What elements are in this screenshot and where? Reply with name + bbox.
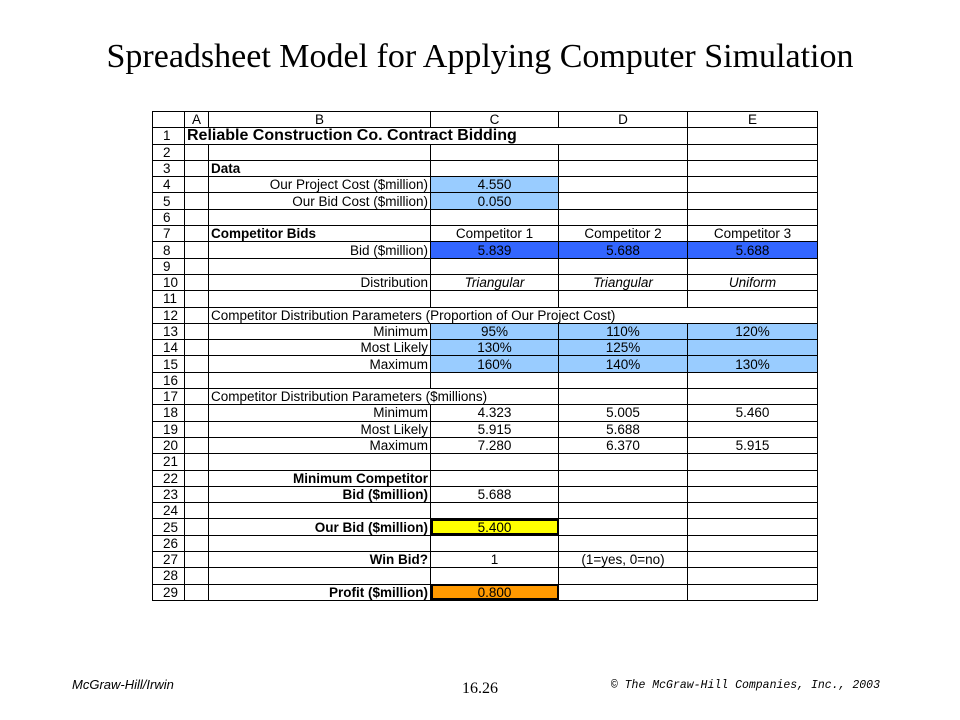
competitor-3-min[interactable]: 5.460 (688, 405, 818, 421)
competitor-1-min-pct[interactable]: 95% (431, 323, 559, 339)
competitor-3-distribution[interactable]: Uniform (688, 274, 818, 290)
cell-a29[interactable] (185, 584, 209, 600)
sheet-row-17 (153, 389, 818, 405)
cell-a27[interactable] (185, 552, 209, 568)
cell-e27[interactable] (688, 552, 818, 568)
row-header[interactable]: 14 (153, 340, 185, 356)
cell-c28[interactable] (431, 568, 559, 584)
cell-e23[interactable] (688, 486, 818, 502)
minimum-label[interactable]: Minimum (209, 323, 431, 339)
cell-b28[interactable] (209, 568, 431, 584)
cell-a5[interactable] (185, 193, 209, 209)
cell-d9[interactable] (559, 258, 688, 274)
cell-e24[interactable] (688, 503, 818, 519)
cell-b2[interactable] (209, 144, 431, 160)
cell-a25[interactable] (185, 519, 209, 535)
competitor-1-bid[interactable]: 5.839 (431, 242, 559, 258)
cell-c24[interactable] (431, 503, 559, 519)
cell-d22[interactable] (559, 470, 688, 486)
competitor-bids-label[interactable]: Competitor Bids (209, 226, 431, 242)
competitor-2-min[interactable]: 5.005 (559, 405, 688, 421)
cell-a19[interactable] (185, 421, 209, 437)
cell-e1[interactable] (688, 128, 818, 144)
column-header-e[interactable]: E (688, 112, 818, 128)
cell-b9[interactable] (209, 258, 431, 274)
cell-a6[interactable] (185, 209, 209, 225)
cell-a7[interactable] (185, 226, 209, 242)
competitor-3-min-pct[interactable]: 120% (688, 323, 818, 339)
sheet-row-18 (153, 405, 818, 421)
project-cost-label[interactable]: Our Project Cost ($million) (209, 177, 431, 193)
cell-d16[interactable] (559, 372, 688, 388)
cell-c11[interactable] (431, 291, 559, 307)
cell-e5[interactable] (688, 193, 818, 209)
row-header[interactable]: 23 (153, 486, 185, 502)
competitor-2-likely-pct[interactable]: 125% (559, 340, 688, 356)
cell-a28[interactable] (185, 568, 209, 584)
min-competitor-bid-value[interactable]: 5.688 (431, 486, 559, 502)
cell-a9[interactable] (185, 258, 209, 274)
slide-title: Spreadsheet Model for Applying Computer Simulation (106, 38, 854, 75)
column-header-d[interactable]: D (559, 112, 688, 128)
sheet-row-23 (153, 486, 818, 502)
sheet-row-15 (153, 356, 818, 372)
competitor-1-max[interactable]: 7.280 (431, 437, 559, 453)
our-bid-value[interactable]: 5.400 (431, 519, 559, 535)
cell-a26[interactable] (185, 535, 209, 551)
competitor-3-max[interactable]: 5.915 (688, 437, 818, 453)
cell-a20[interactable] (185, 437, 209, 453)
most-likely-label[interactable]: Most Likely (209, 421, 431, 437)
min-competitor-bid-label[interactable]: Bid ($million) (209, 486, 431, 502)
cell-e28[interactable] (688, 568, 818, 584)
competitor-1-header[interactable]: Competitor 1 (431, 226, 559, 242)
cell-d23[interactable] (559, 486, 688, 502)
competitor-3-bid[interactable]: 5.688 (688, 242, 818, 258)
cell-d5[interactable] (559, 193, 688, 209)
competitor-3-header[interactable]: Competitor 3 (688, 226, 818, 242)
cell-a2[interactable] (185, 144, 209, 160)
most-likely-label[interactable]: Most Likely (209, 340, 431, 356)
profit-label[interactable]: Profit ($million) (209, 584, 431, 600)
competitor-1-likely-pct[interactable]: 130% (431, 340, 559, 356)
cell-d24[interactable] (559, 503, 688, 519)
competitor-2-likely[interactable]: 5.688 (559, 421, 688, 437)
maximum-label[interactable]: Maximum (209, 437, 431, 453)
cell-a11[interactable] (185, 291, 209, 307)
competitor-3-likely[interactable] (688, 421, 818, 437)
cell-c9[interactable] (431, 258, 559, 274)
column-header-a[interactable]: A (185, 112, 209, 128)
cell-d29[interactable] (559, 584, 688, 600)
cell-e3[interactable] (688, 160, 818, 176)
sheet-row-7 (153, 226, 818, 242)
row-header[interactable]: 28 (153, 568, 185, 584)
cell-c22[interactable] (431, 470, 559, 486)
row-header[interactable]: 13 (153, 323, 185, 339)
cell-e17[interactable] (688, 389, 818, 405)
row-header[interactable]: 3 (153, 160, 185, 176)
sheet-row-21 (153, 454, 818, 470)
cell-b21[interactable] (209, 454, 431, 470)
minimum-label[interactable]: Minimum (209, 405, 431, 421)
sheet-row-6 (153, 209, 818, 225)
cell-d11[interactable] (559, 291, 688, 307)
row-header[interactable]: 27 (153, 552, 185, 568)
row-header[interactable]: 21 (153, 454, 185, 470)
cell-a13[interactable] (185, 323, 209, 339)
competitor-3-max-pct[interactable]: 130% (688, 356, 818, 372)
cell-a17[interactable] (185, 389, 209, 405)
sheet-row-19 (153, 421, 818, 437)
competitor-2-header[interactable]: Competitor 2 (559, 226, 688, 242)
project-cost-value[interactable]: 4.550 (431, 177, 559, 193)
row-header[interactable]: 4 (153, 177, 185, 193)
row-header[interactable]: 5 (153, 193, 185, 209)
cell-b11[interactable] (209, 291, 431, 307)
cell-a15[interactable] (185, 356, 209, 372)
cell-e29[interactable] (688, 584, 818, 600)
cell-d17[interactable] (559, 389, 688, 405)
bid-label[interactable]: Bid ($million) (209, 242, 431, 258)
sheet-row-24 (153, 503, 818, 519)
cell-d6[interactable] (559, 209, 688, 225)
row-header[interactable]: 20 (153, 437, 185, 453)
cell-d4[interactable] (559, 177, 688, 193)
cell-a4[interactable] (185, 177, 209, 193)
competitor-1-max-pct[interactable]: 160% (431, 356, 559, 372)
cell-c2[interactable] (431, 144, 559, 160)
cell-e26[interactable] (688, 535, 818, 551)
sheet-row-4 (153, 177, 818, 193)
win-bid-value[interactable]: 1 (431, 552, 559, 568)
competitor-2-distribution[interactable]: Triangular (559, 274, 688, 290)
cell-a8[interactable] (185, 242, 209, 258)
sheet-row-9 (153, 258, 818, 274)
sheet-row-26 (153, 535, 818, 551)
row-header[interactable]: 19 (153, 421, 185, 437)
spreadsheet (152, 111, 818, 601)
sheet-row-20 (153, 437, 818, 453)
cell-e21[interactable] (688, 454, 818, 470)
cell-a3[interactable] (185, 160, 209, 176)
sheet-row-13 (153, 323, 818, 339)
corner-cell[interactable] (153, 112, 185, 128)
cell-e9[interactable] (688, 258, 818, 274)
row-header[interactable]: 7 (153, 226, 185, 242)
cell-d28[interactable] (559, 568, 688, 584)
row-header[interactable]: 2 (153, 144, 185, 160)
cell-c26[interactable] (431, 535, 559, 551)
dollar-parameters-heading[interactable]: Competitor Distribution Parameters ($millions) (209, 389, 559, 405)
bid-cost-label[interactable]: Our Bid Cost ($million) (209, 193, 431, 209)
sheet-row-3 (153, 160, 818, 176)
column-header-c[interactable]: C (431, 112, 559, 128)
cell-d26[interactable] (559, 535, 688, 551)
cell-d25[interactable] (559, 519, 688, 535)
cell-e11[interactable] (688, 291, 818, 307)
competitor-2-min-pct[interactable]: 110% (559, 323, 688, 339)
row-header[interactable]: 16 (153, 372, 185, 388)
row-header[interactable]: 9 (153, 258, 185, 274)
sheet-row-2 (153, 144, 818, 160)
proportion-parameters-heading[interactable]: Competitor Distribution Parameters (Proportion of Our Project Cost) (209, 307, 818, 323)
row-header[interactable]: 25 (153, 519, 185, 535)
sheet-row-10 (153, 274, 818, 290)
cell-b26[interactable] (209, 535, 431, 551)
competitor-2-max-pct[interactable]: 140% (559, 356, 688, 372)
row-header[interactable]: 15 (153, 356, 185, 372)
sheet-row-25 (153, 519, 818, 535)
cell-e16[interactable] (688, 372, 818, 388)
minimum-competitor-label[interactable]: Minimum Competitor (209, 470, 431, 486)
cell-a14[interactable] (185, 340, 209, 356)
column-header-b[interactable]: B (209, 112, 431, 128)
row-header[interactable]: 1 (153, 128, 185, 144)
cell-b6[interactable] (209, 209, 431, 225)
win-bid-label[interactable]: Win Bid? (209, 552, 431, 568)
distribution-label[interactable]: Distribution (209, 274, 431, 290)
row-header[interactable]: 24 (153, 503, 185, 519)
row-header[interactable]: 26 (153, 535, 185, 551)
competitor-1-distribution[interactable]: Triangular (431, 274, 559, 290)
sheet-row-1 (153, 128, 818, 144)
cell-a24[interactable] (185, 503, 209, 519)
profit-value[interactable]: 0.800 (431, 584, 559, 600)
cell-c21[interactable] (431, 454, 559, 470)
cell-a10[interactable] (185, 274, 209, 290)
sheet-title-cell[interactable]: Reliable Construction Co. Contract Bidding (185, 128, 688, 144)
row-header[interactable]: 11 (153, 291, 185, 307)
bid-cost-value[interactable]: 0.050 (431, 193, 559, 209)
sheet-row-22 (153, 470, 818, 486)
competitor-1-likely[interactable]: 5.915 (431, 421, 559, 437)
sheet-row-27 (153, 552, 818, 568)
cell-e25[interactable] (688, 519, 818, 535)
footer-copyright: © The McGraw-Hill Companies, Inc., 2003 (610, 679, 880, 692)
maximum-label[interactable]: Maximum (209, 356, 431, 372)
sheet-row-5 (153, 193, 818, 209)
competitor-1-min[interactable]: 4.323 (431, 405, 559, 421)
row-header[interactable]: 8 (153, 242, 185, 258)
cell-a23[interactable] (185, 486, 209, 502)
row-header[interactable]: 17 (153, 389, 185, 405)
row-header[interactable]: 18 (153, 405, 185, 421)
cell-d3[interactable] (559, 160, 688, 176)
cell-d2[interactable] (559, 144, 688, 160)
cell-e2[interactable] (688, 144, 818, 160)
footer-publisher: McGraw-Hill/Irwin (72, 677, 174, 692)
cell-d21[interactable] (559, 454, 688, 470)
competitor-2-bid[interactable]: 5.688 (559, 242, 688, 258)
cell-c6[interactable] (431, 209, 559, 225)
cell-e22[interactable] (688, 470, 818, 486)
column-header-row (153, 112, 818, 128)
row-header[interactable]: 12 (153, 307, 185, 323)
sheet-row-8 (153, 242, 818, 258)
sheet-row-11 (153, 291, 818, 307)
competitor-2-max[interactable]: 6.370 (559, 437, 688, 453)
win-bid-note[interactable]: (1=yes, 0=no) (559, 552, 688, 568)
cell-e4[interactable] (688, 177, 818, 193)
sheet-row-14 (153, 340, 818, 356)
cell-a18[interactable] (185, 405, 209, 421)
cell-c3[interactable] (431, 160, 559, 176)
cell-b16[interactable] (209, 372, 431, 388)
cell-a12[interactable] (185, 307, 209, 323)
cell-c16[interactable] (431, 372, 559, 388)
slide-number: 16.26 (462, 680, 498, 697)
cell-a16[interactable] (185, 372, 209, 388)
cell-a21[interactable] (185, 454, 209, 470)
sheet-row-28 (153, 568, 818, 584)
row-header[interactable]: 6 (153, 209, 185, 225)
row-header[interactable]: 10 (153, 274, 185, 290)
sheet-row-29 (153, 584, 818, 600)
data-section-label[interactable]: Data (209, 160, 431, 176)
sheet-row-12 (153, 307, 818, 323)
sheet-row-16 (153, 372, 818, 388)
row-header[interactable]: 29 (153, 584, 185, 600)
our-bid-label[interactable]: Our Bid ($million) (209, 519, 431, 535)
competitor-3-likely-pct[interactable] (688, 340, 818, 356)
cell-e6[interactable] (688, 209, 818, 225)
cell-a22[interactable] (185, 470, 209, 486)
row-header[interactable]: 22 (153, 470, 185, 486)
cell-b24[interactable] (209, 503, 431, 519)
